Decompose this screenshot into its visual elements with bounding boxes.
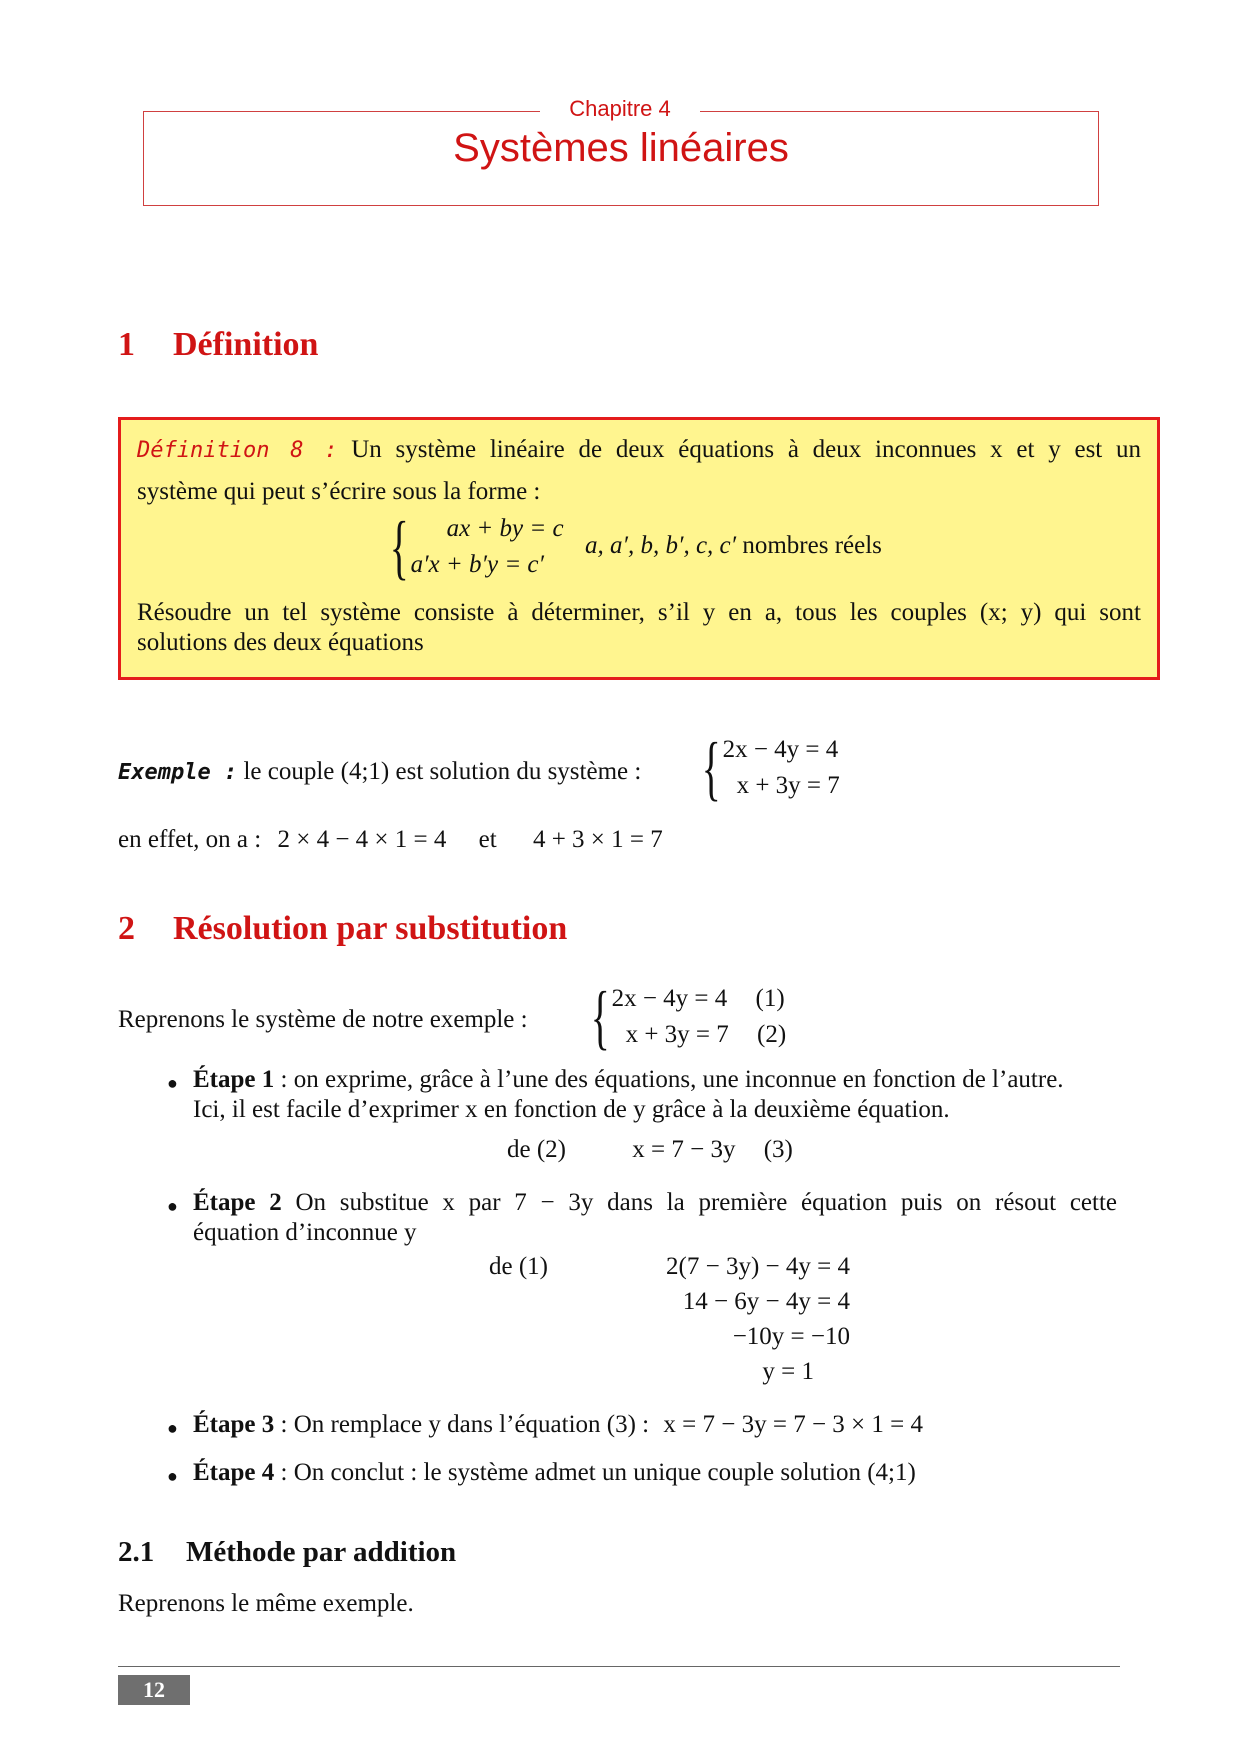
example-system (694, 728, 840, 808)
step-2-from: de (1) (489, 1253, 548, 1280)
step-2-text: On substitue x par 7 − 3y dans la première équation puis on résout cette (281, 1189, 1118, 1216)
brace-glyph: { (389, 507, 409, 587)
step-1-from: de (2) (507, 1136, 566, 1163)
step-2-label: Étape 2 (193, 1189, 282, 1216)
coeffs-note: nombres réels (742, 532, 882, 559)
bullet-dot: ● (167, 1466, 178, 1486)
step-3-label: Étape 3 (193, 1411, 275, 1438)
step-1-label: Étape 1 (193, 1066, 275, 1093)
section-1-heading (118, 326, 318, 364)
step-2-line-2: équation d’inconnue y (193, 1219, 417, 1246)
step-4-line (193, 1459, 916, 1487)
section-number: 1 (118, 326, 135, 363)
definition-line-4: solutions des deux équations (137, 629, 424, 656)
step-3-eq: x = 7 − 3y = 7 − 3 × 1 = 4 (663, 1411, 923, 1438)
brace-glyph: { (590, 977, 610, 1057)
definition-system (382, 507, 564, 587)
example-line (118, 758, 641, 786)
substitution-eq-1: 2x − 4y = 4 (611, 985, 728, 1012)
definition-coeffs (585, 532, 882, 560)
step-2-line-1 (193, 1189, 1117, 1217)
example-eq-1: 2x − 4y = 4 (722, 736, 839, 763)
example-eq-2: x + 3y = 7 (736, 772, 840, 799)
step-1-text: : on exprime, grâce à l’une des équations, une inconnue en fonction de l’autre. (274, 1066, 1064, 1093)
check-eq-2: 4 + 3 × 1 = 7 (532, 826, 663, 853)
bullet-dot: ● (167, 1418, 178, 1438)
definition-line-1 (137, 436, 1141, 464)
step-1-eq: x = 7 − 3y (632, 1136, 736, 1163)
step-2-line-a: 2(7 − 3y) − 4y = 4 (666, 1253, 850, 1280)
check-prefix: en effet, on a : (118, 826, 262, 853)
definition-eq-2: a′x + b′y = c′ (410, 551, 544, 578)
definition-line-2: système qui peut s’écrire sous la forme : (137, 478, 541, 505)
step-4-text: : On conclut : le système admet un unique couple solution (4;1) (274, 1459, 916, 1486)
check-eq-1: 2 × 4 − 4 × 1 = 4 (277, 826, 447, 853)
substitution-eq-2-ref: (2) (757, 1021, 787, 1048)
substitution-eq-1-row (612, 981, 787, 1017)
subsection-title: Méthode par addition (186, 1536, 457, 1568)
addition-intro: Reprenons le même exemple. (118, 1590, 414, 1617)
substitution-eq-1-ref: (1) (755, 985, 785, 1012)
step-2-line-c: −10y = −10 (732, 1323, 850, 1350)
step-4-label: Étape 4 (193, 1459, 275, 1486)
step-2-line-b: 14 − 6y − 4y = 4 (682, 1288, 850, 1315)
definition-line-3: Résoudre un tel système consiste à déterminer, s’il y en a, tous les couples (x; y) qui sont (137, 599, 1141, 626)
example-tag: Exemple : (118, 760, 238, 785)
example-check (118, 826, 663, 854)
check-and: et (478, 826, 497, 853)
step-1-ref: (3) (763, 1136, 793, 1163)
step-3-line (193, 1411, 923, 1439)
step-3-text: : On remplace y dans l’équation (3) : (274, 1411, 650, 1438)
section-title: Définition (173, 326, 319, 363)
definition-eq-1: ax + by = c (446, 515, 564, 542)
subsection-number: 2.1 (118, 1536, 155, 1568)
step-1-line-1 (193, 1066, 1064, 1094)
bullet-dot: ● (167, 1196, 178, 1216)
definition-text-1: Un système linéaire de deux équations à deux inconnues x et y est un (351, 436, 1141, 463)
coeffs-list: a, a′, b, b′, c, c′ (585, 532, 737, 559)
substitution-eq-2-row (612, 1017, 787, 1053)
chapter-label: Chapitre 4 (540, 96, 700, 122)
brace-glyph: { (701, 728, 721, 808)
section-number: 2 (118, 910, 135, 947)
substitution-system (583, 977, 787, 1057)
step-2-line-d: y = 1 (762, 1358, 814, 1385)
section-title: Résolution par substitution (173, 910, 568, 947)
section-2-heading (118, 910, 567, 948)
step-1-line-2: Ici, il est facile d’exprimer x en fonction de y grâce à la deuxième équation. (193, 1096, 950, 1123)
example-text: le couple (4;1) est solution du système : (243, 758, 642, 785)
footer-rule (118, 1666, 1120, 1667)
substitution-eq-2: x + 3y = 7 (625, 1021, 729, 1048)
substitution-intro: Reprenons le système de notre exemple : (118, 1006, 528, 1033)
step-1-derivation (507, 1136, 793, 1164)
page-number: 12 (118, 1675, 190, 1705)
chapter-title: Systèmes linéaires (453, 126, 789, 170)
subsection-2-1-heading (118, 1536, 456, 1569)
bullet-dot: ● (167, 1073, 178, 1093)
definition-tag: Définition 8 : (137, 438, 338, 463)
